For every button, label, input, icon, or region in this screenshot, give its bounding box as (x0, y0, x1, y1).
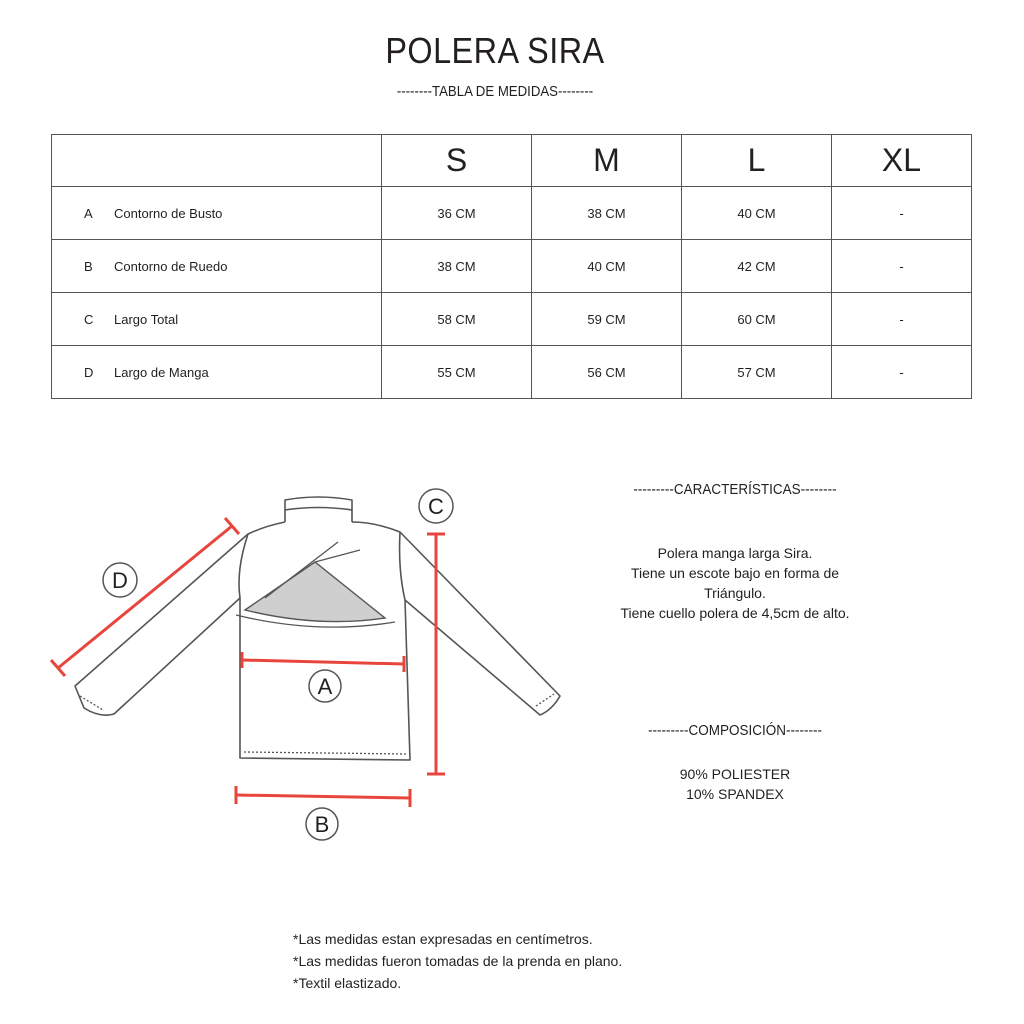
measure-cell: - (832, 240, 972, 293)
cross-strap-right (315, 550, 360, 562)
table-subtitle: --------TABLA DE MEDIDAS-------- (396, 83, 594, 100)
measure-cell: - (832, 346, 972, 399)
measure-cell: 40 CM (532, 240, 682, 293)
row-label (52, 293, 382, 346)
table-row (52, 346, 972, 399)
row-label (52, 240, 382, 293)
caracteristicas-heading: ---------CARACTERÍSTICAS-------- (633, 481, 837, 498)
row-label-text: Contorno de Ruedo (114, 258, 228, 274)
row-letter: D (84, 364, 94, 380)
composicion-line: 10% SPANDEX (686, 786, 784, 802)
measure-cell: 60 CM (682, 293, 832, 346)
table-row (52, 293, 972, 346)
header-empty-cell (52, 135, 382, 187)
footnote: *Textil elastizado. (293, 975, 402, 991)
size-header-m: M (532, 135, 682, 187)
caracteristicas-line: Polera manga larga Sira. (657, 545, 813, 561)
measure-line-b (236, 795, 410, 798)
measure-cell: 57 CM (682, 346, 832, 399)
armhole-right (400, 532, 405, 600)
measure-cell: 38 CM (382, 240, 532, 293)
size-header-l: L (682, 135, 832, 187)
collar-seam (285, 508, 352, 511)
row-label (52, 346, 382, 399)
measure-cell: 55 CM (382, 346, 532, 399)
table-row (52, 187, 972, 240)
row-letter: A (84, 205, 93, 221)
row-letter: B (84, 258, 93, 274)
measure-cell: - (832, 187, 972, 240)
size-header-s: S (382, 135, 532, 187)
measure-cell: 56 CM (532, 346, 682, 399)
measurement-lines (51, 518, 445, 807)
size-header-xl: XL (832, 135, 972, 187)
footnotes (293, 928, 622, 994)
caracteristicas-line: Tiene cuello polera de 4,5cm de alto. (620, 605, 850, 621)
measure-cell: 42 CM (682, 240, 832, 293)
footnote: *Las medidas fueron tomadas de la prenda en plano. (293, 953, 623, 969)
measure-cell: 58 CM (382, 293, 532, 346)
marker-a: A (317, 674, 333, 699)
caracteristicas-line: Triángulo. (704, 585, 766, 601)
measure-cell: 36 CM (382, 187, 532, 240)
garment-outline (75, 497, 560, 760)
measure-cell: 40 CM (682, 187, 832, 240)
stitch-lines (80, 694, 554, 754)
composicion-heading: ---------COMPOSICIÓN-------- (648, 722, 822, 739)
caracteristicas-text (565, 543, 905, 623)
table-row (52, 240, 972, 293)
size-header-row (52, 135, 972, 187)
marker-b: B (314, 812, 330, 837)
garment-diagram (0, 470, 580, 850)
measure-cell: - (832, 293, 972, 346)
row-label-text: Largo de Manga (114, 364, 209, 380)
row-letter: C (84, 311, 94, 327)
measure-line-a (242, 660, 404, 664)
triangle-neckline (245, 562, 385, 622)
size-table (51, 134, 972, 399)
armhole-left (239, 534, 248, 598)
measure-cell: 38 CM (532, 187, 682, 240)
row-label (52, 187, 382, 240)
measure-line-d (58, 526, 232, 668)
cuff-stitch-right (536, 694, 554, 706)
row-label-text: Largo Total (114, 311, 179, 327)
page-title: POLERA SIRA (385, 30, 605, 71)
hem-stitch (244, 752, 406, 754)
measure-cell: 59 CM (532, 293, 682, 346)
footnote: *Las medidas estan expresadas en centímetros. (293, 931, 593, 947)
composicion-text (565, 764, 905, 804)
composicion-line: 90% POLIESTER (679, 766, 791, 782)
caracteristicas-line: Tiene un escote bajo en forma de (630, 565, 840, 581)
marker-c: C (428, 494, 444, 519)
row-label-text: Contorno de Busto (114, 205, 223, 221)
marker-d: D (112, 568, 128, 593)
